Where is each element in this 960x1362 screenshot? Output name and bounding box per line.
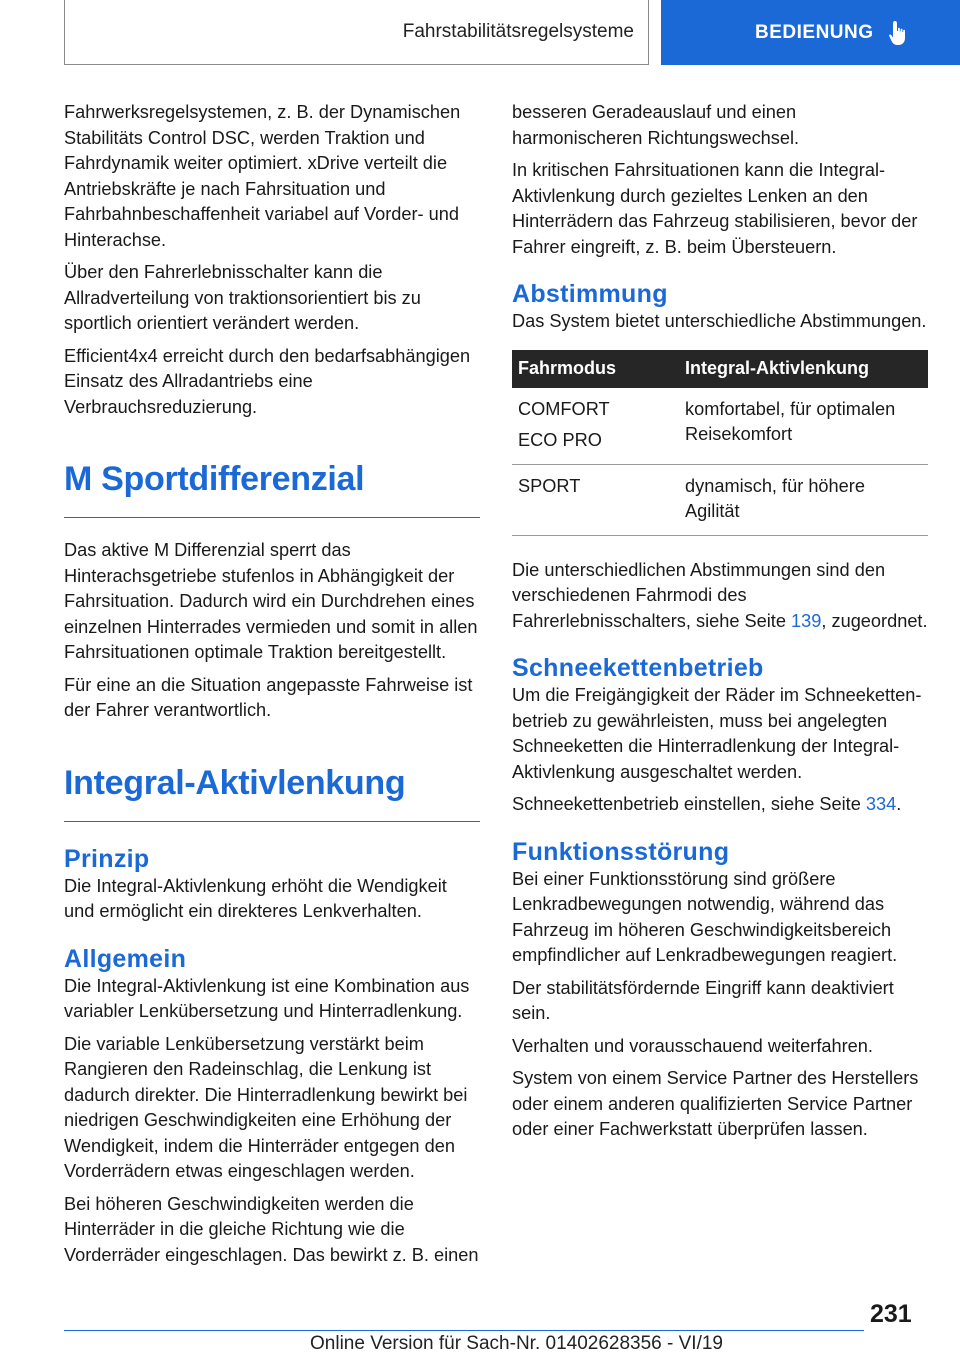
heading-schneekettenbetrieb: Schneekettenbetrieb — [512, 654, 764, 682]
header-chapter-tab[interactable] — [661, 0, 960, 65]
tuning-table — [512, 350, 928, 536]
mode-eco-pro: ECO PRO — [518, 430, 602, 450]
paragraph: System von einem Service Partner des Herstellers oder einem anderen qualifizierten Service Partner oder einer Fachwerkstatt überprüfen lassen. — [512, 1068, 919, 1139]
mode-comfort: COMFORT — [518, 398, 610, 419]
paragraph: Fahrwerksregelsystemen, z. B. der Dynamischen Stabilitäts Control DSC, werden Traktion und Fahrdynamik weiter optimiert. xDrive verteilt die Antriebskräfte je nach Fahrsituation und Fahrbahnbeschaffenheit variabel auf Vorder- und Hinterachse. — [64, 102, 461, 250]
paragraph: Das System bietet unterschiedliche Abstimmungen. — [512, 311, 927, 331]
paragraph: Über den Fahrerlebnisschalter kann die Allradverteilung von traktionsorientiert bis zu sportlich orientiert verändert werden. — [64, 262, 421, 333]
paragraph — [512, 792, 928, 818]
footer-online-version: Online Version für Sach-Nr. 01402628356 - VI/19 — [310, 1333, 723, 1354]
heading-m-sportdifferenzial: M Sportdifferenzial — [64, 460, 365, 498]
paragraph — [512, 558, 928, 635]
page-link-139[interactable]: 139 — [791, 610, 822, 631]
paragraph: Für eine an die Situation angepasste Fahrweise ist der Fahrer verantwortlich. — [64, 674, 473, 720]
page-link-334[interactable]: 334 — [865, 794, 897, 814]
header-section-title: Fahrstabilitätsregelsysteme — [402, 21, 634, 42]
table-row — [512, 388, 928, 465]
table-header-row — [512, 350, 928, 388]
paragraph: Bei einer Funktionsstörung sind größere Lenkradbewegungen notwendig, während das Fahrzeug im höheren Geschwindigkeitsbereich empfindlicher auf Lenkradbewegungen reagiert. — [512, 868, 898, 965]
heading-integral-aktivlenkung: Integral-Aktivlenkung — [64, 763, 406, 802]
page-number: 231 — [870, 1300, 912, 1328]
paragraph: Um die Freigängigkeit der Räder im Schneekettenbetrieb zu gewährleisten, muss bei angelegten Schneeketten die Hinterradlenkung der Integral-Aktivlenkung ausgeschaltet werden. — [512, 685, 922, 782]
heading-prinzip: Prinzip — [64, 844, 150, 873]
paragraph: Efficient4x4 erreicht durch den bedarfsabhängigen Einsatz des Allradantriebs eine Verbrauchsreduzierung. — [64, 345, 471, 417]
paragraph: Verhalten und vorausschauend weiterfahren. — [512, 1035, 873, 1056]
text: , zugeordnet. — [821, 610, 928, 631]
table-cell-desc: dynamisch, für höhere Agilität — [679, 464, 928, 535]
paragraph: Bei höheren Geschwindigkeiten werden die Hinterräder in die gleiche Richtung wie die Vorderräder eingeschlagen. Das bewirkt z. B. einen — [64, 1193, 479, 1265]
footer-rule — [64, 1330, 864, 1331]
heading-funktionsstoerung: Funktionsstörung — [512, 837, 730, 866]
paragraph: Der stabilitätsfördernde Eingriff kann deaktiviert sein. — [512, 977, 894, 1023]
header-section-title-box — [64, 0, 649, 65]
table-cell-mode — [512, 388, 679, 465]
paragraph: besseren Geradeauslauf und einen harmonischeren Richtungswechsel. — [512, 102, 800, 148]
paragraph: In kritischen Fahrsituationen kann die Integral-Aktivlenkung durch gezieltes Lenken an den Hinterrädern das Fahrzeug stabilisieren, bevor der Fahrer eingreift, z. B. beim Übersteuern. — [512, 160, 918, 257]
table-header-integral: Integral-Aktivlenkung — [679, 350, 928, 388]
heading-abstimmung: Abstimmung — [512, 280, 668, 308]
text: Die unterschiedlichen Abstimmungen sind den verschiedenen Fahrmodi des Fahrerlebnisschalters, siehe Seite — [512, 559, 886, 631]
paragraph: Die Integral-Aktivlenkung ist eine Kombination aus variabler Lenkübersetzung und Hinterradlenkung. — [64, 975, 470, 1021]
header-chapter-label: BEDIENUNG — [755, 21, 874, 43]
right-column — [512, 100, 928, 1150]
table-row — [512, 464, 928, 535]
heading-allgemein: Allgemein — [64, 944, 187, 973]
paragraph: Die variable Lenkübersetzung verstärkt beim Rangieren den Radeinschlag, die Lenkung ist dadurch direkter. Die Hinterradlenkung bewirkt bei niedrigen Geschwindigkeiten eine Erhöhung der Wendigkeit, indem die Hinterräder entgegen den Vorderrädern etwas eingeschlagen werden. — [64, 1033, 468, 1181]
paragraph: Die Integral-Aktivlenkung erhöht die Wendigkeit und ermöglicht ein direkteres Lenkverhalten. — [64, 875, 447, 921]
table-cell-desc: komfortabel, für optimalen Reisekomfort — [679, 388, 928, 465]
text: Schneekettenbetrieb einstellen, siehe Seite — [512, 794, 866, 814]
text: . — [896, 794, 902, 814]
table-header-fahrmodus: Fahrmodus — [512, 350, 679, 388]
paragraph: Das aktive M Differenzial sperrt das Hinterachsgetriebe stufenlos in Abhängigkeit der Fahrsituation. Dadurch wird ein Durchdrehen eines einzelnen Hinterrades vermieden und somit in allen Fahrsituationen optimale Traktion bereitgestellt. — [64, 540, 478, 662]
hand-pointer-icon — [888, 19, 910, 47]
left-column — [64, 100, 480, 1275]
table-cell-mode: SPORT — [512, 464, 679, 535]
